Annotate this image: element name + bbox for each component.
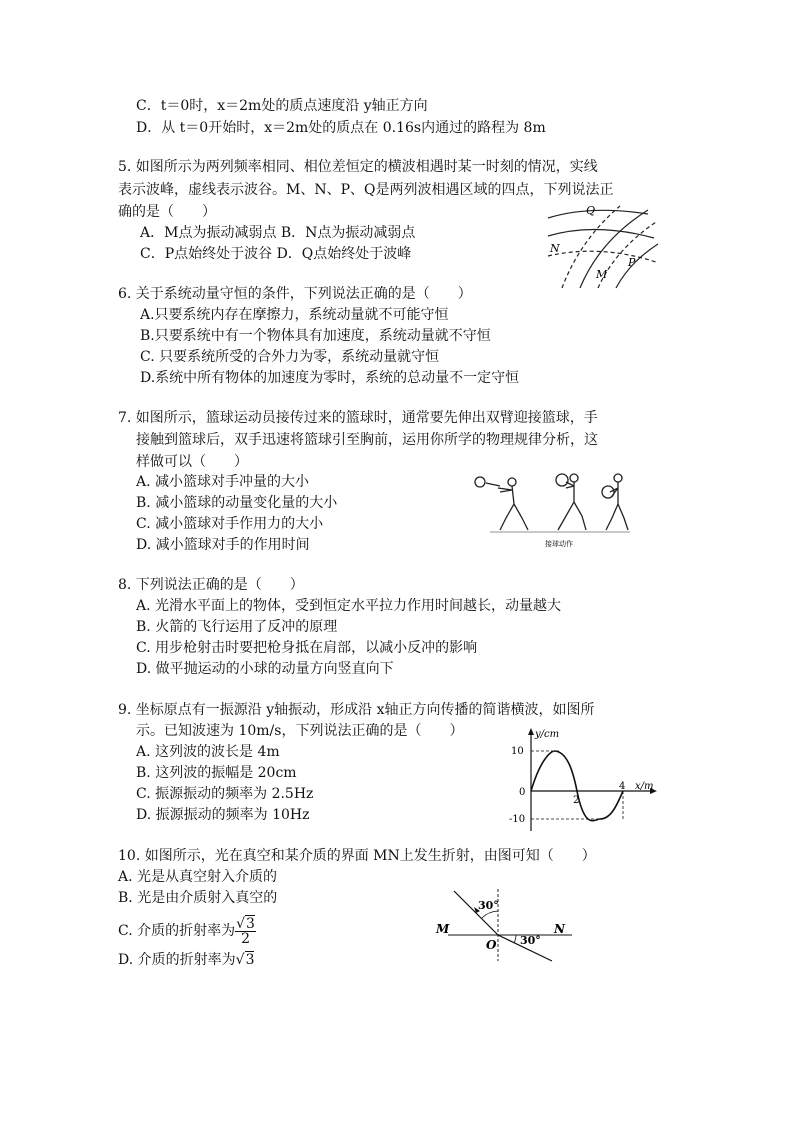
- q8-option-a: A. 光滑水平面上的物体，受到恒定水平拉力作用时间越长，动量越大: [136, 598, 562, 614]
- q5-stem-line3: 确的是（ ）: [118, 204, 216, 220]
- q9-option-c: C. 振源振动的频率为 2.5Hz: [136, 786, 314, 802]
- q6-option-c: C. 只要系统所受的合外力为零，系统动量就守恒: [140, 349, 440, 365]
- q10-option-c-numerator: 3: [246, 915, 255, 932]
- q4-option-c: C．t＝0时，x＝2m处的质点速度沿 y轴正方向: [136, 98, 428, 114]
- q10-option-d-prefix: D. 介质的折射率为: [118, 952, 236, 968]
- q5-label-m: M: [596, 268, 608, 281]
- q5-wave-interference-figure: [540, 200, 660, 290]
- q7-option-b: B. 减小篮球的动量变化量的大小: [136, 495, 338, 511]
- q9-xtick-2: 2: [573, 795, 580, 806]
- q5-label-n: N: [550, 242, 560, 255]
- q10-option-d: [118, 950, 254, 970]
- q10-option-b: B. 光是由介质射入真空的: [118, 890, 278, 906]
- q7-basketball-catch-figure: [470, 470, 640, 552]
- q7-figure-caption: 接球动作: [545, 540, 573, 548]
- q10-angle-bottom: 30°: [520, 934, 541, 947]
- q9-ylabel: y/cm: [535, 729, 560, 740]
- q9-option-b: B. 这列波的振幅是 20cm: [136, 765, 297, 781]
- q8-option-d: D. 做平抛运动的小球的动量方向竖直向下: [136, 661, 394, 677]
- q9-xtick-4: 4: [619, 781, 626, 792]
- q9-stem-line1: 9. 坐标原点有一振源沿 y轴振动，形成沿 x轴正方向传播的简谐横波，如图所: [118, 702, 595, 718]
- q9-wave-graph: [505, 725, 665, 835]
- q10-angle-top: 30°: [478, 899, 499, 912]
- q9-stem-line2: 示。已知波速为 10m/s，下列说法正确的是（ ）: [136, 723, 464, 739]
- q5-options-cd: C．P点始终处于波谷 D．Q点始终处于波峰: [140, 246, 412, 262]
- q10-stem: 10. 如图所示，光在真空和某介质的界面 MN上发生折射，由图可知（ ）: [118, 848, 596, 864]
- q7-stem-line2: 接触到篮球后，双手迅速将篮球引至胸前，运用你所学的物理规律分析，这: [136, 432, 598, 448]
- q6-stem: 6. 关于系统动量守恒的条件，下列说法正确的是（ ）: [118, 286, 472, 302]
- q9-ytick-0: 0: [519, 787, 526, 798]
- q5-label-q: Q: [586, 204, 596, 217]
- q5-stem-line2: 表示波峰，虚线表示波谷。M、N、P、Q是两列波相遇区域的四点，下列说法正: [118, 182, 614, 198]
- q10-option-c-denominator: 2: [241, 930, 250, 947]
- q7-option-a: A. 减小篮球对手冲量的大小: [136, 474, 310, 490]
- q5-options-ab: A．M点为振动减弱点 B．N点为振动减弱点: [140, 225, 416, 241]
- q9-option-d: D. 振源振动的频率为 10Hz: [136, 807, 310, 823]
- q4-option-d: D．从 t＝0开始时，x＝2m处的质点在 0.16s内通过的路程为 8m: [136, 120, 546, 136]
- q10-label-o: O: [486, 938, 497, 952]
- q6-option-b: B.只要系统中有一个物体具有加速度，系统动量就不守恒: [140, 328, 491, 344]
- q7-stem-line3: 样做可以（ ）: [136, 454, 248, 470]
- q7-option-d: D. 减小篮球对手的作用时间: [136, 537, 310, 553]
- sqrt-symbol: √: [236, 915, 246, 932]
- q10-refraction-figure: [430, 885, 580, 965]
- q10-option-a: A. 光是从真空射入介质的: [118, 869, 278, 885]
- q8-option-b: B. 火箭的飞行运用了反冲的原理: [136, 619, 338, 635]
- q10-option-c: [118, 912, 256, 950]
- q8-option-c: C. 用步枪射击时要把枪身抵在肩部，以减小反冲的影响: [136, 640, 478, 656]
- q10-option-c-fraction: [235, 917, 256, 946]
- q6-option-d: D.系统中所有物体的加速度为零时，系统的总动量不一定守恒: [140, 370, 520, 386]
- q7-option-c: C. 减小篮球对手作用力的大小: [136, 516, 324, 532]
- q10-label-m: M: [436, 922, 450, 936]
- q7-stem-line1: 7. 如图所示，篮球运动员接传过来的篮球时，通常要先伸出双臂迎接篮球，手: [118, 410, 598, 426]
- q9-ytick-10: 10: [511, 746, 524, 757]
- q10-label-n: N: [554, 922, 565, 936]
- q6-option-a: A.只要系统内存在摩擦力，系统动量就不可能守恒: [140, 307, 449, 323]
- q9-ytick-neg10: -10: [509, 814, 526, 825]
- q5-stem-line1: 5. 如图所示为两列频率相同、相位差恒定的横波相遇时某一时刻的情况，实线: [118, 159, 598, 175]
- sqrt-symbol: √: [235, 952, 245, 968]
- q9-option-a: A. 这列波的波长是 4m: [136, 744, 280, 760]
- q5-label-p: P: [628, 256, 636, 269]
- q8-stem: 8. 下列说法正确的是（ ）: [118, 577, 304, 593]
- q10-option-c-prefix: C. 介质的折射率为: [118, 923, 236, 939]
- q10-option-d-value: 3: [245, 952, 255, 968]
- q9-xlabel: x/m: [635, 781, 654, 792]
